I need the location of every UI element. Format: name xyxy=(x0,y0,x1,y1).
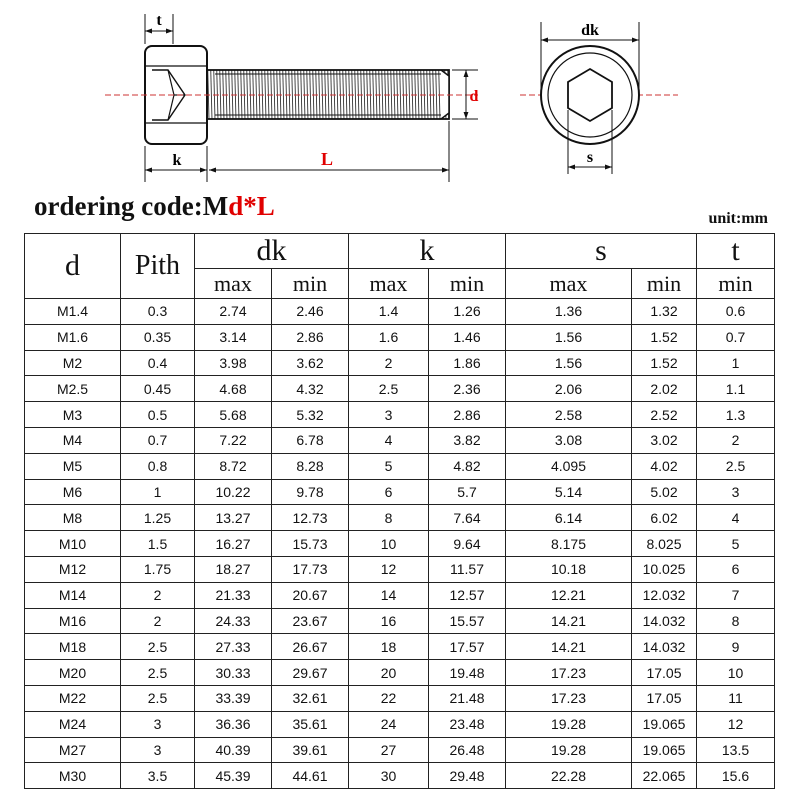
cell-s-min: 5.02 xyxy=(632,479,697,505)
cell-pitch: 3 xyxy=(121,711,195,737)
cell-s-min: 10.025 xyxy=(632,556,697,582)
cell-s-min: 1.52 xyxy=(632,350,697,376)
cell-size: M1.4 xyxy=(25,299,121,325)
cell-t-min: 10 xyxy=(697,660,775,686)
ordering-code-title xyxy=(34,191,275,222)
cell-t-min: 12 xyxy=(697,711,775,737)
cell-t-min: 4 xyxy=(697,505,775,531)
cell-pitch: 0.45 xyxy=(121,376,195,402)
cell-dk-min: 29.67 xyxy=(272,660,349,686)
cell-s-min: 12.032 xyxy=(632,582,697,608)
cell-k-min: 9.64 xyxy=(429,531,506,557)
cell-size: M6 xyxy=(25,479,121,505)
table-row xyxy=(25,299,775,325)
header-s: s xyxy=(506,234,697,269)
cell-size: M2 xyxy=(25,350,121,376)
cell-k-min: 29.48 xyxy=(429,763,506,789)
title-prefix: ordering code:M xyxy=(34,191,229,221)
cell-t-min: 9 xyxy=(697,634,775,660)
cell-k-min: 3.82 xyxy=(429,427,506,453)
cell-pitch: 0.8 xyxy=(121,453,195,479)
cell-size: M18 xyxy=(25,634,121,660)
cell-pitch: 3 xyxy=(121,737,195,763)
header-dk: dk xyxy=(195,234,349,269)
cell-k-min: 1.86 xyxy=(429,350,506,376)
cell-dk-min: 4.32 xyxy=(272,376,349,402)
header-row xyxy=(25,234,775,269)
cell-pitch: 0.35 xyxy=(121,324,195,350)
table-row xyxy=(25,376,775,402)
cell-s-max: 3.08 xyxy=(506,427,632,453)
cell-k-min: 19.48 xyxy=(429,660,506,686)
cell-k-max: 6 xyxy=(349,479,429,505)
cell-s-max: 10.18 xyxy=(506,556,632,582)
cell-k-min: 11.57 xyxy=(429,556,506,582)
table-row xyxy=(25,324,775,350)
cell-pitch: 0.4 xyxy=(121,350,195,376)
table-row xyxy=(25,711,775,737)
cell-pitch: 2 xyxy=(121,608,195,634)
cell-k-max: 30 xyxy=(349,763,429,789)
cell-s-max: 19.28 xyxy=(506,711,632,737)
table-row xyxy=(25,608,775,634)
cell-k-min: 15.57 xyxy=(429,608,506,634)
cell-s-min: 6.02 xyxy=(632,505,697,531)
header-pitch: Pith xyxy=(121,234,195,299)
cell-dk-min: 2.46 xyxy=(272,299,349,325)
cell-s-min: 19.065 xyxy=(632,737,697,763)
cell-k-max: 20 xyxy=(349,660,429,686)
cell-size: M10 xyxy=(25,531,121,557)
cell-k-max: 2 xyxy=(349,350,429,376)
cell-size: M8 xyxy=(25,505,121,531)
cell-t-min: 2 xyxy=(697,427,775,453)
label-d: d xyxy=(469,88,479,105)
cell-k-min: 23.48 xyxy=(429,711,506,737)
table-row xyxy=(25,505,775,531)
cell-s-min: 17.05 xyxy=(632,685,697,711)
cell-size: M4 xyxy=(25,427,121,453)
cell-k-max: 4 xyxy=(349,427,429,453)
table-row xyxy=(25,737,775,763)
cell-dk-min: 35.61 xyxy=(272,711,349,737)
cell-dk-min: 32.61 xyxy=(272,685,349,711)
cell-k-max: 1.6 xyxy=(349,324,429,350)
cell-s-max: 17.23 xyxy=(506,685,632,711)
cell-s-max: 6.14 xyxy=(506,505,632,531)
cell-k-max: 12 xyxy=(349,556,429,582)
cell-dk-max: 2.74 xyxy=(195,299,272,325)
cell-k-min: 21.48 xyxy=(429,685,506,711)
cell-dk-max: 40.39 xyxy=(195,737,272,763)
cell-pitch: 1.75 xyxy=(121,556,195,582)
cell-dk-max: 27.33 xyxy=(195,634,272,660)
cell-k-min: 12.57 xyxy=(429,582,506,608)
cell-s-min: 17.05 xyxy=(632,660,697,686)
cell-s-max: 14.21 xyxy=(506,608,632,634)
cell-pitch: 2.5 xyxy=(121,660,195,686)
cell-s-min: 8.025 xyxy=(632,531,697,557)
cell-s-min: 4.02 xyxy=(632,453,697,479)
cell-pitch: 1.5 xyxy=(121,531,195,557)
cell-t-min: 7 xyxy=(697,582,775,608)
cell-t-min: 11 xyxy=(697,685,775,711)
table-row xyxy=(25,634,775,660)
cell-pitch: 2.5 xyxy=(121,634,195,660)
unit-label: unit:mm xyxy=(708,210,768,227)
subheader-t-min: min xyxy=(697,269,775,299)
cell-dk-max: 18.27 xyxy=(195,556,272,582)
label-L: L xyxy=(320,149,334,169)
spec-table xyxy=(24,233,775,789)
subheader-k-min: min xyxy=(429,269,506,299)
cell-s-min: 14.032 xyxy=(632,634,697,660)
cell-dk-max: 45.39 xyxy=(195,763,272,789)
cell-dk-min: 17.73 xyxy=(272,556,349,582)
cell-dk-min: 23.67 xyxy=(272,608,349,634)
cell-s-max: 19.28 xyxy=(506,737,632,763)
cell-t-min: 15.6 xyxy=(697,763,775,789)
cell-t-min: 8 xyxy=(697,608,775,634)
table-row xyxy=(25,531,775,557)
cell-size: M2.5 xyxy=(25,376,121,402)
cell-size: M22 xyxy=(25,685,121,711)
table-row xyxy=(25,479,775,505)
cell-dk-min: 12.73 xyxy=(272,505,349,531)
cell-dk-min: 44.61 xyxy=(272,763,349,789)
cell-t-min: 1.1 xyxy=(697,376,775,402)
cell-dk-max: 24.33 xyxy=(195,608,272,634)
title-highlight: d*L xyxy=(228,191,275,221)
cell-pitch: 1.25 xyxy=(121,505,195,531)
cell-k-max: 27 xyxy=(349,737,429,763)
cell-pitch: 0.7 xyxy=(121,427,195,453)
cell-k-max: 8 xyxy=(349,505,429,531)
cell-k-min: 1.26 xyxy=(429,299,506,325)
cell-s-max: 2.58 xyxy=(506,402,632,428)
cell-s-max: 1.56 xyxy=(506,350,632,376)
cell-t-min: 6 xyxy=(697,556,775,582)
cell-k-min: 2.36 xyxy=(429,376,506,402)
cell-size: M12 xyxy=(25,556,121,582)
cell-t-min: 13.5 xyxy=(697,737,775,763)
subheader-dk-max: max xyxy=(195,269,272,299)
cell-k-min: 1.46 xyxy=(429,324,506,350)
table-row xyxy=(25,453,775,479)
cell-size: M3 xyxy=(25,402,121,428)
cell-s-min: 3.02 xyxy=(632,427,697,453)
cell-dk-max: 30.33 xyxy=(195,660,272,686)
cell-k-min: 5.7 xyxy=(429,479,506,505)
subheader-k-max: max xyxy=(349,269,429,299)
cell-pitch: 2 xyxy=(121,582,195,608)
label-t: t xyxy=(156,12,162,29)
cell-dk-max: 7.22 xyxy=(195,427,272,453)
cell-dk-max: 21.33 xyxy=(195,582,272,608)
cell-k-min: 7.64 xyxy=(429,505,506,531)
dimension-t xyxy=(145,12,173,44)
cell-k-max: 18 xyxy=(349,634,429,660)
cell-t-min: 0.6 xyxy=(697,299,775,325)
subheader-s-max: max xyxy=(506,269,632,299)
cell-s-min: 14.032 xyxy=(632,608,697,634)
cell-k-max: 10 xyxy=(349,531,429,557)
cell-k-max: 22 xyxy=(349,685,429,711)
cell-s-max: 2.06 xyxy=(506,376,632,402)
cell-dk-max: 3.14 xyxy=(195,324,272,350)
cell-dk-min: 20.67 xyxy=(272,582,349,608)
cell-t-min: 1 xyxy=(697,350,775,376)
cell-k-min: 2.86 xyxy=(429,402,506,428)
cell-s-max: 8.175 xyxy=(506,531,632,557)
cell-s-max: 14.21 xyxy=(506,634,632,660)
dimension-k xyxy=(145,146,207,182)
cell-dk-max: 13.27 xyxy=(195,505,272,531)
cell-pitch: 0.5 xyxy=(121,402,195,428)
cell-k-max: 24 xyxy=(349,711,429,737)
cell-pitch: 1 xyxy=(121,479,195,505)
cell-dk-max: 16.27 xyxy=(195,531,272,557)
cell-size: M27 xyxy=(25,737,121,763)
label-k: k xyxy=(172,152,182,169)
cell-k-max: 3 xyxy=(349,402,429,428)
table-row xyxy=(25,556,775,582)
cell-dk-min: 2.86 xyxy=(272,324,349,350)
cell-dk-min: 8.28 xyxy=(272,453,349,479)
cell-t-min: 0.7 xyxy=(697,324,775,350)
cell-size: M5 xyxy=(25,453,121,479)
cell-s-min: 2.52 xyxy=(632,402,697,428)
table-row xyxy=(25,660,775,686)
cell-k-max: 2.5 xyxy=(349,376,429,402)
cell-t-min: 5 xyxy=(697,531,775,557)
label-dk: dk xyxy=(581,22,599,39)
cell-s-min: 1.32 xyxy=(632,299,697,325)
cell-size: M1.6 xyxy=(25,324,121,350)
cell-s-min: 2.02 xyxy=(632,376,697,402)
header-k: k xyxy=(349,234,506,269)
cell-dk-max: 8.72 xyxy=(195,453,272,479)
cell-pitch: 2.5 xyxy=(121,685,195,711)
cell-t-min: 3 xyxy=(697,479,775,505)
cell-s-max: 12.21 xyxy=(506,582,632,608)
subheader-dk-min: min xyxy=(272,269,349,299)
cell-dk-min: 15.73 xyxy=(272,531,349,557)
cell-dk-max: 33.39 xyxy=(195,685,272,711)
cell-k-min: 17.57 xyxy=(429,634,506,660)
cell-s-max: 1.36 xyxy=(506,299,632,325)
cell-dk-max: 4.68 xyxy=(195,376,272,402)
cell-size: M16 xyxy=(25,608,121,634)
screw-head-front xyxy=(541,46,639,144)
table-row xyxy=(25,402,775,428)
cell-pitch: 3.5 xyxy=(121,763,195,789)
table-row xyxy=(25,427,775,453)
cell-k-min: 26.48 xyxy=(429,737,506,763)
cell-dk-max: 5.68 xyxy=(195,402,272,428)
cell-dk-min: 9.78 xyxy=(272,479,349,505)
table-row xyxy=(25,685,775,711)
cell-s-max: 5.14 xyxy=(506,479,632,505)
cell-k-max: 1.4 xyxy=(349,299,429,325)
cell-dk-max: 10.22 xyxy=(195,479,272,505)
screw-technical-drawing xyxy=(0,0,800,190)
subheader-s-min: min xyxy=(632,269,697,299)
cell-s-min: 22.065 xyxy=(632,763,697,789)
cell-dk-min: 3.62 xyxy=(272,350,349,376)
cell-size: M14 xyxy=(25,582,121,608)
spec-table-body xyxy=(25,299,775,789)
table-row xyxy=(25,582,775,608)
cell-pitch: 0.3 xyxy=(121,299,195,325)
cell-dk-min: 39.61 xyxy=(272,737,349,763)
label-s: s xyxy=(586,149,594,166)
header-t: t xyxy=(697,234,775,269)
cell-size: M20 xyxy=(25,660,121,686)
cell-s-max: 17.23 xyxy=(506,660,632,686)
cell-k-min: 4.82 xyxy=(429,453,506,479)
cell-k-max: 16 xyxy=(349,608,429,634)
cell-dk-max: 36.36 xyxy=(195,711,272,737)
dimension-L xyxy=(209,121,449,182)
table-row xyxy=(25,763,775,789)
cell-dk-max: 3.98 xyxy=(195,350,272,376)
cell-size: M24 xyxy=(25,711,121,737)
cell-t-min: 1.3 xyxy=(697,402,775,428)
cell-size: M30 xyxy=(25,763,121,789)
table-row xyxy=(25,350,775,376)
cell-s-max: 1.56 xyxy=(506,324,632,350)
cell-dk-min: 5.32 xyxy=(272,402,349,428)
cell-dk-min: 6.78 xyxy=(272,427,349,453)
header-d: d xyxy=(25,234,121,299)
cell-t-min: 2.5 xyxy=(697,453,775,479)
cell-s-max: 22.28 xyxy=(506,763,632,789)
cell-k-max: 14 xyxy=(349,582,429,608)
cell-s-min: 19.065 xyxy=(632,711,697,737)
cell-s-min: 1.52 xyxy=(632,324,697,350)
cell-dk-min: 26.67 xyxy=(272,634,349,660)
cell-k-max: 5 xyxy=(349,453,429,479)
cell-s-max: 4.095 xyxy=(506,453,632,479)
